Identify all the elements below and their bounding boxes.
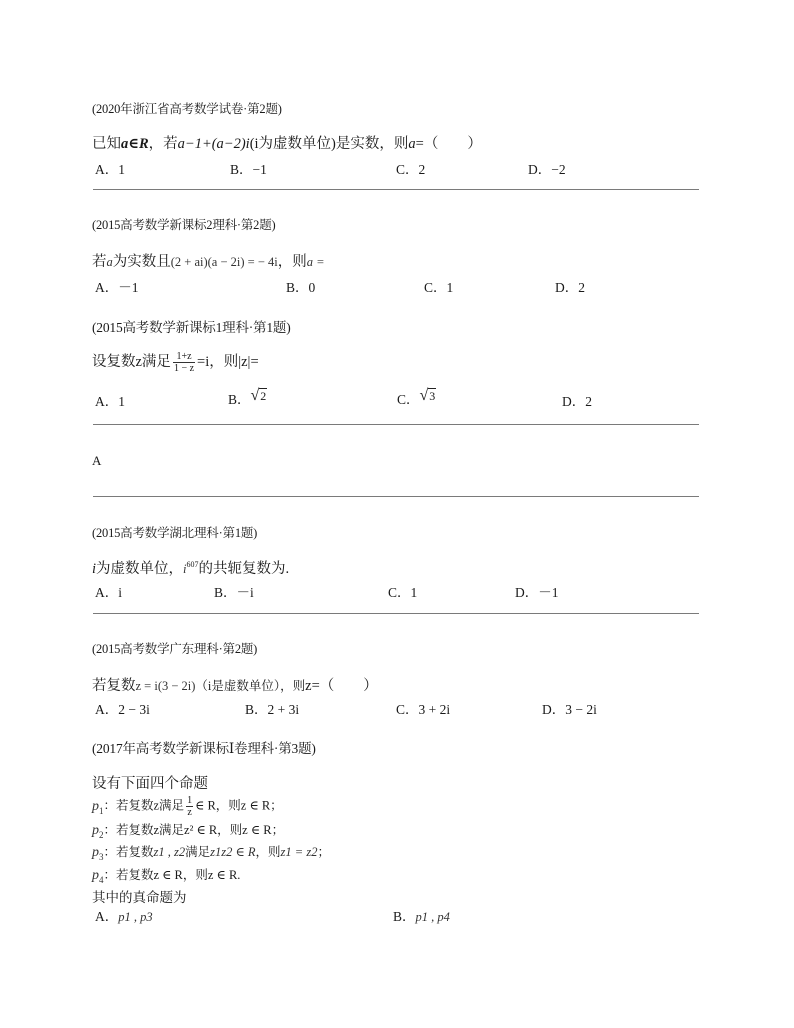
q6-proposition-p4: $p_4$：若复数z ∈ R，则z ∈ R. — [92, 868, 241, 885]
q1-stem: 已知a∈R，若a−1+(a−2)i(i为虚数单位)是实数，则a=（ ） — [92, 136, 482, 152]
q6-proposition-p2: $p_2$：若复数z满足z² ∈ R，则z ∈ R； — [92, 823, 285, 840]
q4-option-a[interactable]: A．i — [95, 585, 122, 600]
q2-option-d[interactable]: D．2 — [555, 280, 585, 295]
q5-option-a[interactable]: A．2 − 3i — [95, 702, 150, 717]
q2-option-b[interactable]: B．0 — [286, 280, 316, 295]
q5-source: (2015高考数学广东理科·第2题) — [92, 642, 258, 656]
divider — [93, 424, 699, 425]
q4-option-c[interactable]: C．1 — [388, 585, 418, 600]
q5-option-c[interactable]: C．3 + 2i — [396, 702, 451, 717]
divider — [93, 496, 699, 497]
q4-source: (2015高考数学湖北理科·第1题) — [92, 526, 258, 540]
q1-option-d[interactable]: D．−2 — [528, 162, 566, 177]
q4-stem: i为虚数单位，$i^{607}$的共轭复数为. — [92, 560, 290, 577]
q2-option-c[interactable]: C．1 — [424, 280, 454, 295]
q1-option-b[interactable]: B．−1 — [230, 162, 267, 177]
p1-fraction: $\frac{1}{z}$ — [187, 795, 193, 818]
q6-proposition-p3: $p_3$：若复数z1 , z2满足z1z2 ∈ R，则z1 = z2； — [92, 845, 330, 862]
q6-tail: 其中的真命题为 — [92, 890, 187, 905]
sqrt-3: √3 — [419, 387, 436, 404]
q1-option-c[interactable]: C．2 — [396, 162, 426, 177]
q6-source: (2017年高考数学新课标Ⅰ卷理科·第3题) — [92, 741, 316, 756]
q1-source: (2020年浙江省高考数学试卷·第2题) — [92, 102, 282, 116]
q6-option-b[interactable]: B．p1 , p4 — [393, 909, 450, 924]
q2-source: (2015高考数学新课标2理科·第2题) — [92, 218, 276, 232]
q6-proposition-p1: $p_1$：若复数z满足 $\frac{1}{z}$ ∈ R，则z ∈ R； — [92, 795, 283, 818]
q3-source: (2015高考数学新课标1理科·第1题) — [92, 320, 291, 335]
q5-option-d[interactable]: D．3 − 2i — [542, 702, 597, 717]
divider — [93, 189, 699, 190]
q2-stem: 若a为实数且(2 + ai)(a − 2i) = − 4i，则a = — [92, 254, 325, 270]
q4-option-d[interactable]: D．－1 — [515, 585, 559, 600]
q6-stem: 设有下面四个命题 — [92, 776, 208, 792]
sqrt-2: √2 — [250, 387, 267, 404]
q3-fraction: $\frac{1+z}{1 - z}$ — [173, 351, 195, 375]
divider — [93, 613, 699, 614]
q1-option-a[interactable]: A．1 — [95, 162, 125, 177]
q3-option-c[interactable]: C．√3 — [397, 387, 436, 407]
q5-option-b[interactable]: B．2 + 3i — [245, 702, 300, 717]
q4-option-b[interactable]: B．－i — [214, 585, 254, 600]
q3-option-a[interactable]: A．1 — [95, 394, 125, 409]
q3-stem: 设复数z满足 $\frac{1+z}{1 - z}$ =i，则|z|= — [92, 351, 259, 375]
q2-option-a[interactable]: A．－1 — [95, 280, 139, 295]
q3-answer: A — [92, 453, 102, 468]
q5-stem: 若复数z = i(3 − 2i)（i是虚数单位），则z=（ ） — [92, 678, 378, 694]
q3-option-b[interactable]: B．√2 — [228, 387, 267, 407]
q6-option-a[interactable]: A．p1 , p3 — [95, 909, 153, 924]
q3-option-d[interactable]: D．2 — [562, 394, 592, 409]
